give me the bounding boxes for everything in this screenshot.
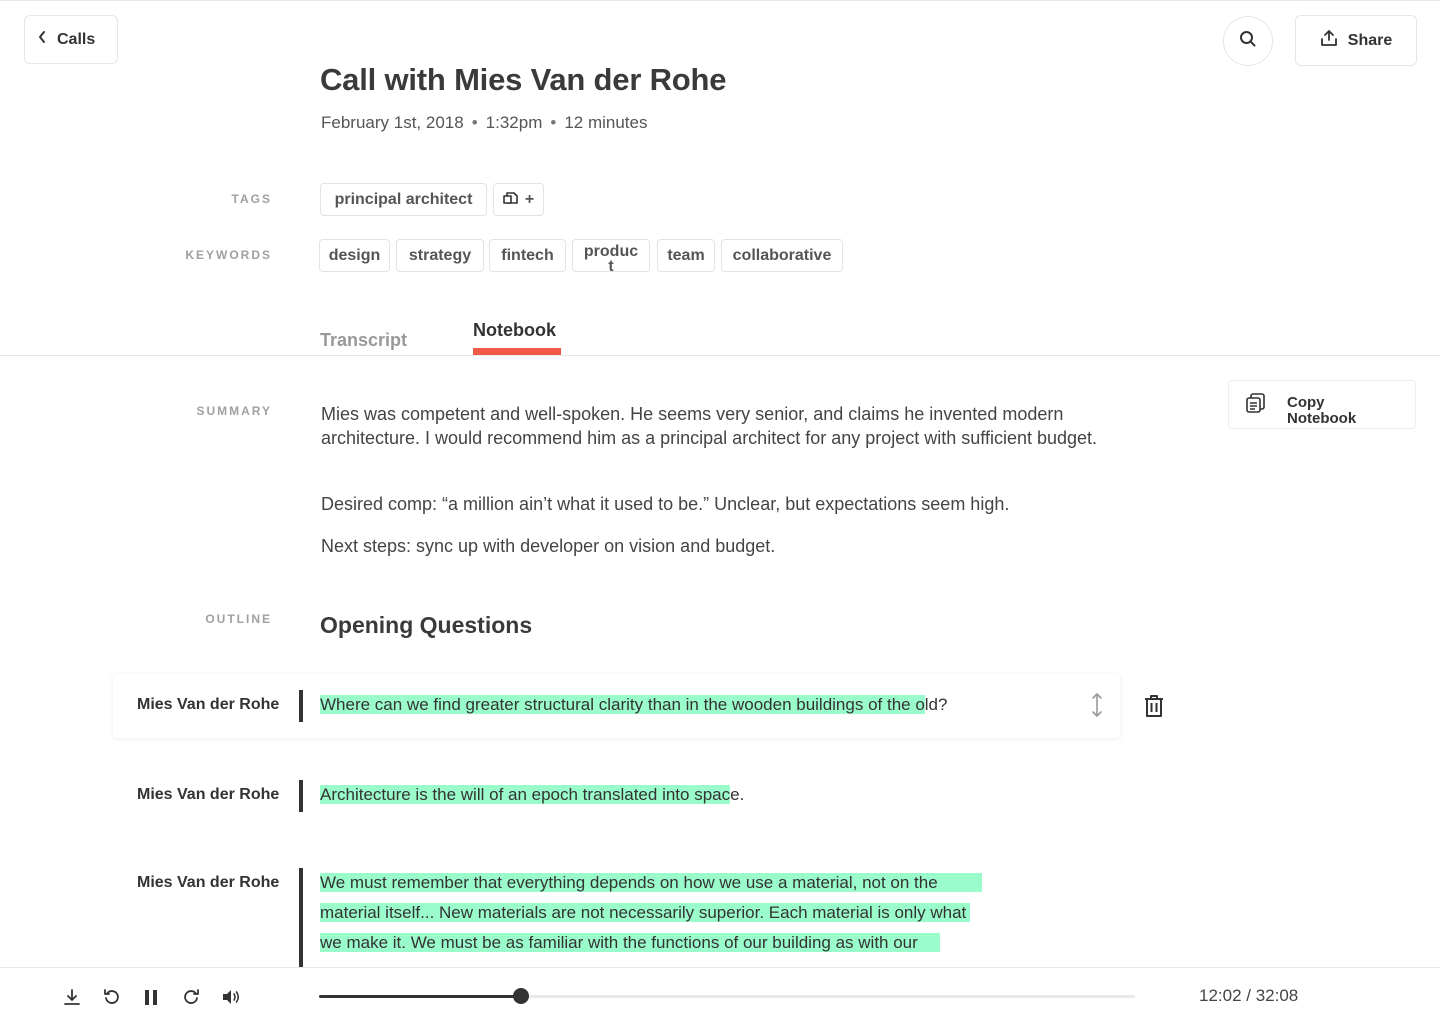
share-button[interactable]: [1295, 15, 1417, 66]
outline-heading: Opening Questions: [320, 612, 533, 638]
add-tag-plus: +: [524, 190, 535, 208]
search-icon: [1239, 30, 1257, 53]
progress-fill: [319, 995, 521, 998]
quote-bar: [299, 690, 303, 722]
meta-separator: •: [550, 113, 557, 132]
keyword-chip[interactable]: team: [657, 239, 715, 272]
back-to-calls-button[interactable]: [24, 15, 118, 64]
forward-icon[interactable]: [180, 986, 202, 1008]
pause-icon[interactable]: [140, 986, 162, 1008]
copy-notebook-line1: Copy: [1287, 394, 1325, 411]
quote-text[interactable]: [320, 690, 947, 720]
audio-player: [0, 967, 1440, 1024]
call-duration: 12 minutes: [564, 113, 648, 132]
quote-line: material itself... New materials are not necessarily superior. Each material is only what: [320, 903, 970, 922]
summary-paragraph: Desired comp: “a million ain’t what it used to be.” Unclear, but expectations seem high.: [321, 494, 1010, 514]
quote-rest: e.: [730, 785, 745, 804]
keyword-chip[interactable]: [572, 239, 650, 275]
quote-rest: ld?: [924, 695, 948, 714]
tab-transcript[interactable]: Transcript: [320, 330, 408, 350]
active-tab-indicator: [473, 348, 561, 355]
upload-icon: [1320, 29, 1338, 52]
drag-handle-icon[interactable]: [1089, 692, 1105, 723]
volume-icon[interactable]: [220, 986, 242, 1008]
summary-paragraph: Next steps: sync up with developer on vision and budget.: [321, 536, 776, 556]
chevron-left-icon: [37, 30, 47, 49]
time-display: 12:02 / 32:08: [1199, 986, 1299, 1005]
quote-highlight: Architecture is the will of an epoch translated into spac: [320, 785, 731, 804]
summary-label: SUMMARY: [196, 404, 272, 418]
quote-text[interactable]: [320, 868, 982, 958]
trash-icon[interactable]: [1143, 694, 1165, 723]
page-title: Call with Mies Van der Rohe: [320, 62, 727, 97]
copy-notebook-line2: Notebook: [1287, 410, 1357, 427]
outline-label: OUTLINE: [205, 612, 272, 626]
quote-speaker: Mies Van der Rohe: [137, 696, 280, 713]
call-date: February 1st, 2018: [321, 113, 464, 132]
quote-speaker: Mies Van der Rohe: [137, 874, 280, 891]
summary-paragraph: Mies was competent and well-spoken. He seems very senior, and claims he invented modern architecture. I would recommend him as a principal architect for any project with sufficient budget.: [321, 404, 1098, 448]
copy-notebook-button[interactable]: [1228, 380, 1416, 429]
keywords-label: KEYWORDS: [185, 248, 272, 262]
share-label: Share: [1347, 31, 1393, 49]
back-label: Calls: [57, 30, 96, 48]
meta-separator: •: [471, 113, 478, 132]
progress-track[interactable]: [319, 995, 1135, 998]
rewind-icon[interactable]: [101, 986, 123, 1008]
quote-text[interactable]: [320, 780, 744, 810]
quote-bar: [299, 780, 303, 812]
keyword-chip-wrap: t: [608, 257, 614, 275]
quote-line: We must remember that everything depends on how we use a material, not on the: [320, 873, 982, 892]
keyword-chip[interactable]: strategy: [396, 239, 484, 272]
keyword-chip-text: produc: [583, 242, 639, 260]
keyword-chip[interactable]: fintech: [489, 239, 566, 272]
keyword-chip[interactable]: design: [319, 239, 390, 272]
tags-row: [0, 183, 1440, 217]
top-divider: [0, 0, 1440, 1]
call-time: 1:32pm: [485, 113, 543, 132]
tag-icon: [503, 191, 519, 209]
search-button[interactable]: [1223, 16, 1273, 66]
tab-notebook[interactable]: Notebook: [473, 320, 556, 340]
progress-thumb[interactable]: [513, 988, 529, 1004]
tag-chip[interactable]: principal architect: [320, 183, 487, 216]
copy-icon: [1245, 392, 1267, 419]
download-icon[interactable]: [61, 986, 83, 1008]
call-meta: [321, 113, 647, 133]
tab-bar: [0, 318, 1440, 356]
tags-label: TAGS: [231, 192, 272, 206]
quote-speaker: Mies Van der Rohe: [137, 786, 280, 803]
quote-highlight: Where can we find greater structural clarity than in the wooden buildings of the o: [320, 695, 925, 714]
add-tag-button[interactable]: [493, 183, 544, 216]
copy-notebook-label: [1287, 395, 1356, 427]
keywords-row: [0, 239, 1440, 273]
quote-line: we make it. We must be as familiar with the functions of our building as with our: [320, 933, 940, 952]
quote-bar: [299, 868, 303, 968]
keyword-chip[interactable]: collaborative: [721, 239, 843, 272]
